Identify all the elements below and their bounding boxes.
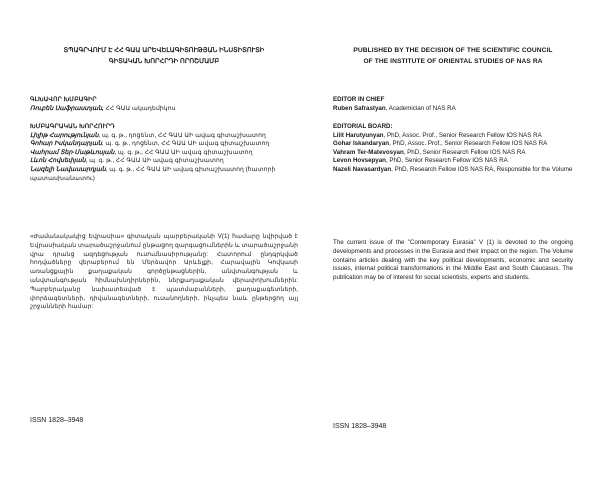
member-role: , PhD, Senior Research Fellow IOS NAS RA bbox=[385, 157, 508, 165]
english-board-member bbox=[333, 166, 573, 175]
english-chief-header: EDITOR IN CHIEF bbox=[333, 96, 385, 103]
armenian-title-line-1: ՏՊԱԳՐՎՈՒՄ Է ՀՀ ԳԱԱ ԱՐԵՎԵԼԱԳԻՏՈՒԹՅԱՆ ԻՆՍՏԻՏՈՒՏԻ bbox=[63, 47, 265, 54]
english-board-member bbox=[333, 132, 573, 141]
armenian-board-member bbox=[30, 166, 298, 183]
member-name: Վահրամ Տեր-Մաթևոսյան bbox=[30, 148, 115, 156]
member-role: , PhD, Assoc. Prof., Senior Research Fellow IOS NAS RA bbox=[383, 131, 542, 139]
armenian-column bbox=[30, 0, 298, 490]
armenian-chief-line bbox=[30, 105, 298, 114]
english-chief-section bbox=[333, 96, 573, 113]
armenian-title bbox=[30, 45, 298, 67]
english-title bbox=[333, 45, 573, 67]
armenian-board-member bbox=[30, 132, 298, 141]
english-chief-name: Ruben Safrastyan bbox=[333, 104, 386, 112]
english-issn: ISSN 1828–3948 bbox=[333, 423, 387, 430]
armenian-chief-role: ՀՀ ԳԱԱ ակադեմիկոս bbox=[103, 104, 176, 112]
english-board-header: EDITORIAL BOARD: bbox=[333, 123, 393, 130]
english-board-member bbox=[333, 157, 573, 166]
member-name: Գոհար Իսկանդարյան bbox=[30, 140, 102, 148]
english-board-member bbox=[333, 149, 573, 158]
armenian-board-member bbox=[30, 149, 298, 158]
member-name: Nazeli Navasardyan bbox=[333, 165, 392, 173]
member-role: , PhD, Research Fellow IOS NAS RA, Responsible for the Volume bbox=[391, 165, 573, 173]
member-name: Gohar Iskandaryan bbox=[333, 140, 390, 148]
english-title-line-2: OF THE INSTITUTE OF ORIENTAL STUDIES OF NAS RA bbox=[363, 58, 543, 65]
armenian-description: «Ժամանակակից Եվրասիա» գիտական պարբերականի V(1) համարը նվիրված է Եվրասիական տարածաշրջանում ընթացող զարգացումներին և տարածաշրջանի վրա դրանց ազդեցության ուսումնասիրությանը: Հատորում ընդգրկված հոդվածները վերաբերում են Մերձավոր Արևելքի, Հարավային Կովկասի առանցքային քաղաքական գործընթացներին, անվտանգության և անվտանգության հիմնախնդիրներին, ներքաղաքական վերափոխումներին: Պարբերականը նախատեսված է պատմաբանների, քաղաքագետների, փորձագետների, դիվանագետների, ուսանողների, ինչպես նաև ընթերցող այլ շրջանների համար: bbox=[30, 233, 298, 311]
member-name: Լիլիթ Հարությունյան bbox=[30, 131, 99, 139]
member-name: Vahram Ter-Matevosyan bbox=[333, 148, 404, 156]
english-chief-role: , Academician of NAS RA bbox=[385, 104, 456, 112]
armenian-chief-header: ԳԼԽԱՎՈՐ ԽՄԲԱԳԻՐ bbox=[30, 96, 97, 103]
member-name: Նազելի Նավասարդյան bbox=[30, 165, 106, 173]
armenian-issn: ISSN 1828–3948 bbox=[30, 417, 84, 424]
member-role: , պ. գ. թ., ՀՀ ԳԱԱ ԱԻ ավագ գիտաշխատող (հատորի պատասխանատու) bbox=[30, 165, 276, 182]
english-board-member bbox=[333, 140, 573, 149]
armenian-board-header: ԽՄԲԱԳՐԱԿԱՆ ԽՈՐՀՈՒՐԴ bbox=[30, 123, 115, 130]
member-role: , PhD, Senior Research Fellow IOS NAS RA bbox=[403, 148, 526, 156]
armenian-chief-section bbox=[30, 96, 298, 113]
english-column bbox=[333, 0, 573, 490]
member-role: , պ. գ. թ., ՀՀ ԳԱԱ ԱԻ ավագ գիտաշխատող bbox=[85, 157, 224, 165]
member-name: Lilit Harutyunyan bbox=[333, 131, 384, 139]
armenian-board-member bbox=[30, 157, 298, 166]
english-chief-line bbox=[333, 105, 573, 114]
armenian-title-line-2: ԳԻՏԱԿԱՆ ԽՈՐՀՐԴԻ ՈՐՈՇՄԱՄԲ bbox=[108, 58, 220, 65]
member-name: Լևոն Հովսեփյան bbox=[30, 157, 86, 165]
armenian-board-section bbox=[30, 123, 298, 183]
english-description: The current issue of the "Contemporary Eurasia" V (1) is devoted to the ongoing developments and processes in the Eurasia and their impact on the region. The Volume contains articles dealing with the key political developments, economic and security issues, internal political transformations in the Middle East and South Caucasus. The publication may be of interest for social scientists, experts and students. bbox=[333, 239, 573, 282]
english-title-line-1: PUBLISHED BY THE DECISION OF THE SCIENTIFIC COUNCIL bbox=[353, 47, 553, 54]
member-name: Levon Hovsepyan bbox=[333, 157, 386, 165]
armenian-board-member bbox=[30, 140, 298, 149]
member-role: , պ. գ. թ., ՀՀ ԳԱԱ ԱԻ ավագ գիտաշխատող bbox=[114, 148, 253, 156]
armenian-chief-name: Ռուբեն Սաֆրաստյան, bbox=[30, 104, 104, 112]
english-board-section bbox=[333, 123, 573, 175]
member-role: , պ. գ. թ., դոցենտ, ՀՀ ԳԱԱ ԱԻ ավագ գիտաշխատող bbox=[101, 140, 270, 148]
member-role: , PhD, Assoc. Prof., Senior Research Fellow IOS NAS RA bbox=[389, 140, 548, 148]
member-role: , պ. գ. թ., դոցենտ, ՀՀ ԳԱԱ ԱԻ ավագ գիտաշխատող bbox=[98, 131, 266, 139]
